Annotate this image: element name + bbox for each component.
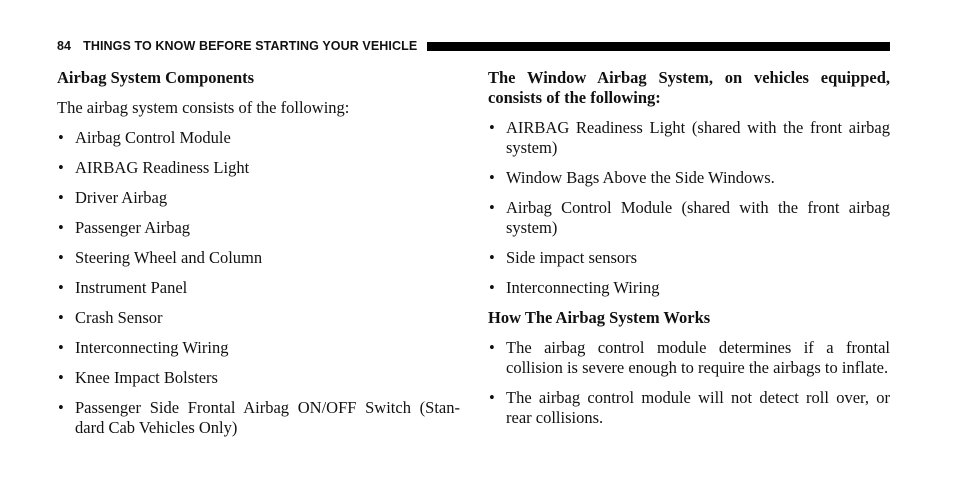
bullet-icon: • [489, 198, 495, 217]
list-item: • Instrument Panel [58, 278, 188, 297]
list-item: • The airbag control module determines if a frontal collision is severe enough to require the airbags to inflate. [489, 338, 890, 377]
components-list [57, 128, 460, 438]
section-heading-window-airbag: The Window Airbag System, on vehicles equipped, consists of the following: [488, 68, 890, 107]
list-item: • Interconnecting Wiring [58, 338, 229, 357]
page-number: 84 [57, 39, 72, 53]
bullet-icon: • [489, 118, 495, 137]
bullet-icon: • [58, 308, 64, 327]
list-item: • Window Bags Above the Side Windows. [489, 168, 775, 187]
bullet-icon: • [58, 278, 64, 297]
running-title: THINGS TO KNOW BEFORE STARTING YOUR VEHICLE [83, 39, 418, 53]
list-item: • Airbag Control Module [58, 128, 231, 147]
bullet-icon: • [58, 368, 64, 387]
list-item: • Knee Impact Bolsters [58, 368, 218, 387]
list-item: • Airbag Control Module (shared with the front airbag system) [489, 198, 890, 237]
list-item: • Interconnecting Wiring [489, 278, 660, 297]
list-item: • AIRBAG Readiness Light [58, 158, 250, 177]
bullet-icon: • [58, 338, 64, 357]
list-item: • Steering Wheel and Column [58, 248, 263, 267]
list-item: • Crash Sensor [58, 308, 163, 327]
bullet-icon: • [489, 168, 495, 187]
list-item: • The airbag control module will not detect roll over, or rear collisions. [489, 388, 890, 427]
window-airbag-list [488, 118, 890, 298]
section-heading-how-it-works: How The Airbag System Works [488, 308, 711, 327]
bullet-icon: • [58, 218, 64, 237]
intro-paragraph: The airbag system consists of the following: [57, 98, 350, 117]
header-rule [427, 42, 890, 51]
bullet-icon: • [58, 128, 64, 147]
list-item: • Side impact sensors [489, 248, 638, 267]
list-item: • Passenger Airbag [58, 218, 191, 237]
bullet-icon: • [489, 248, 495, 267]
bullet-icon: • [489, 278, 495, 297]
list-item: • AIRBAG Readiness Light (shared with the front airbag system) [489, 118, 890, 157]
bullet-icon: • [58, 398, 64, 417]
list-item: • Passenger Side Frontal Airbag ON/OFF Switch (Stan-dard Cab Vehicles Only) [58, 398, 460, 437]
left-column [57, 68, 460, 448]
bullet-icon: • [58, 248, 64, 267]
right-column [488, 68, 890, 438]
bullet-icon: • [58, 158, 64, 177]
list-item: • Driver Airbag [58, 188, 168, 207]
page-header [57, 38, 890, 54]
section-heading-components: Airbag System Components [57, 68, 255, 87]
bullet-icon: • [489, 388, 495, 407]
bullet-icon: • [489, 338, 495, 357]
how-it-works-list [488, 338, 890, 428]
bullet-icon: • [58, 188, 64, 207]
